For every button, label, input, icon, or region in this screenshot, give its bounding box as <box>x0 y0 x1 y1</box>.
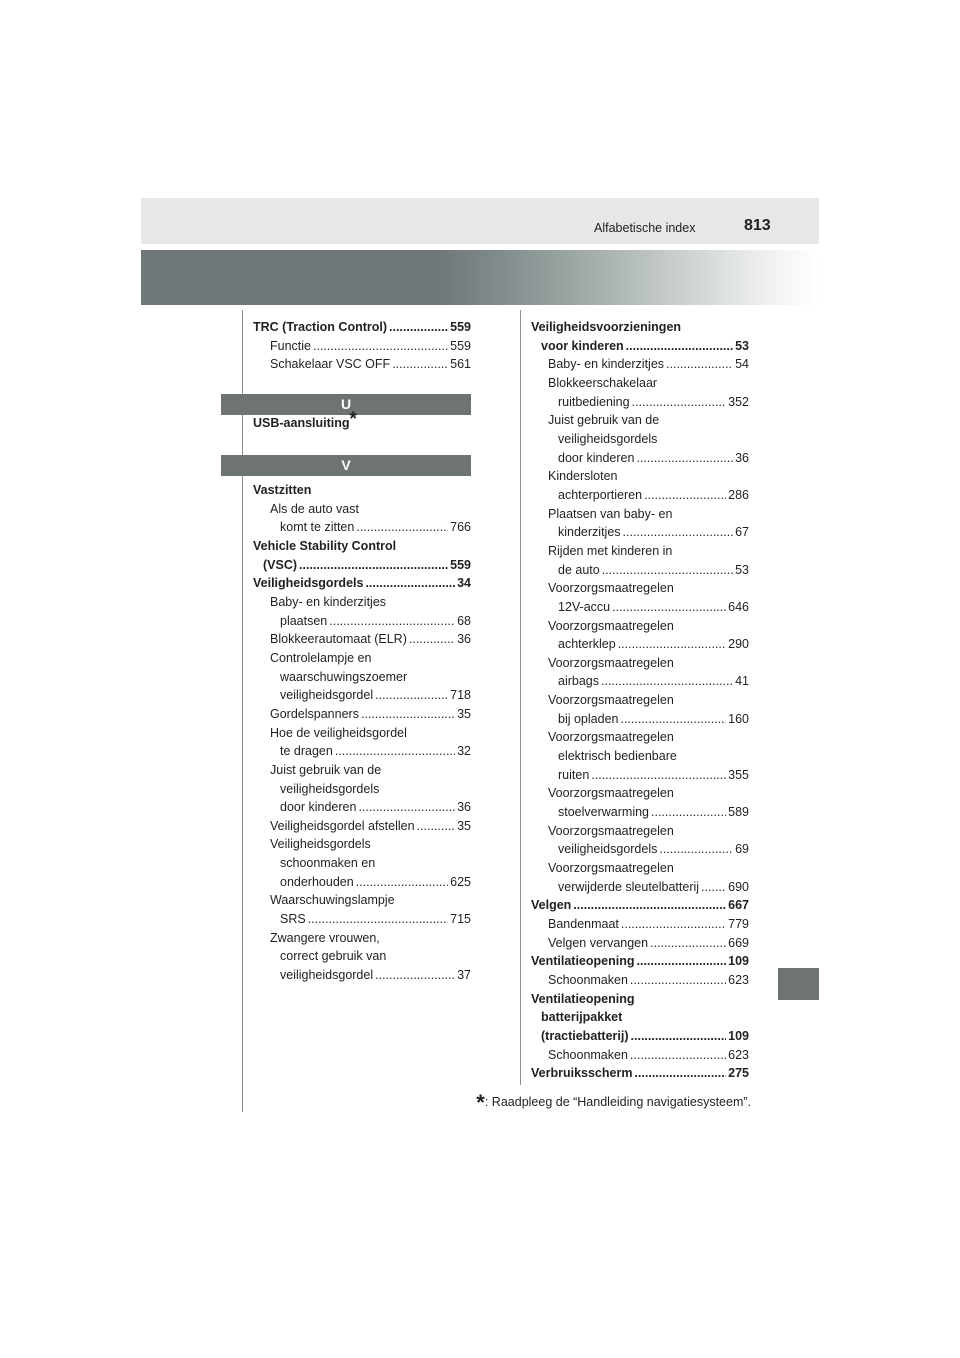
entry-page-number: 109 <box>728 954 749 969</box>
entry-text: (VSC) <box>263 557 298 572</box>
dot-leader <box>620 710 726 729</box>
dot-leader <box>356 518 448 537</box>
entry-page-number: 36 <box>457 632 471 647</box>
entry-page-number: 53 <box>735 338 749 353</box>
entry-page-number: 41 <box>735 674 749 689</box>
index-entry <box>531 617 749 654</box>
header-title: Alfabetische index <box>594 221 696 235</box>
entry-text: veiligheidsgordels <box>558 431 658 446</box>
entry-page-number: 53 <box>735 562 749 577</box>
entry-page-number: 559 <box>450 557 471 572</box>
index-entry <box>253 761 471 817</box>
index-entry <box>253 574 471 593</box>
dot-leader <box>361 705 455 724</box>
dot-leader <box>313 337 448 356</box>
entry-page-number: 667 <box>728 898 749 913</box>
dot-leader <box>591 766 726 785</box>
entry-text: Plaatsen van baby- en <box>548 506 673 521</box>
entry-text: Velgen <box>531 898 572 913</box>
entry-text: de auto <box>558 562 600 577</box>
entry-text: te dragen <box>280 744 333 759</box>
entry-text: door kinderen <box>280 800 357 815</box>
dot-leader <box>375 966 455 985</box>
dot-leader <box>358 798 455 817</box>
entry-text: Juist gebruik van de <box>548 413 660 428</box>
entry-page-number: 623 <box>728 972 749 987</box>
dot-leader <box>630 1046 726 1065</box>
index-column-2 <box>531 318 749 1083</box>
entry-text: Veiligheidsgordel afstellen <box>270 818 415 833</box>
entry-text: Voorzorgsmaatregelen <box>548 786 674 801</box>
entry-text: Baby- en kinderzitjes <box>548 357 665 372</box>
index-entry <box>253 705 471 724</box>
dot-leader <box>299 556 448 575</box>
entry-text: voor kinderen <box>541 338 624 353</box>
entry-text: Voorzorgsmaatregelen <box>548 581 674 596</box>
entry-text: correct gebruik van <box>280 949 387 964</box>
entry-text: airbags <box>558 674 599 689</box>
entry-text: Waarschuwingslampje <box>270 893 395 908</box>
index-entry <box>531 318 749 355</box>
dot-leader <box>644 486 726 505</box>
entry-page-number: 275 <box>728 1066 749 1081</box>
entry-text: Blokkeerautomaat (ELR) <box>270 632 407 647</box>
index-entry <box>253 337 471 356</box>
entry-page-number: 109 <box>728 1028 749 1043</box>
index-entry <box>253 891 471 928</box>
dot-leader <box>356 873 448 892</box>
dot-leader <box>389 318 448 337</box>
entry-page-number: 559 <box>450 338 471 353</box>
entry-page-number: 352 <box>728 394 749 409</box>
dot-leader <box>365 574 455 593</box>
section-header-u: U <box>221 394 471 415</box>
dot-leader <box>632 393 727 412</box>
index-entry <box>531 355 749 374</box>
index-entry <box>253 481 471 500</box>
entry-text: achterklep <box>558 637 616 652</box>
entry-text: Voorzorgsmaatregelen <box>548 618 674 633</box>
entry-text: Als de auto vast <box>270 501 359 516</box>
entry-text: door kinderen <box>558 450 635 465</box>
dot-leader <box>636 449 733 468</box>
index-entry <box>253 537 471 574</box>
column-divider-left <box>242 310 243 1112</box>
dot-leader <box>417 817 456 836</box>
entry-page-number: 36 <box>457 800 471 815</box>
entry-text: veiligheidsgordels <box>558 842 658 857</box>
index-entry <box>531 728 749 784</box>
entry-page-number: 669 <box>728 935 749 950</box>
dot-leader <box>659 840 733 859</box>
entry-text: 12V-accu <box>558 599 611 614</box>
dot-leader <box>375 686 448 705</box>
entry-text: USB-aansluiting <box>253 416 350 430</box>
entry-text: achterportieren <box>558 487 643 502</box>
entry-page-number: 286 <box>728 487 749 502</box>
dot-leader <box>634 1064 726 1083</box>
entry-text: Voorzorgsmaatregelen <box>548 730 674 745</box>
entry-text: veiligheidsgordel <box>280 688 374 703</box>
entry-text: Blokkeerschakelaar <box>548 375 658 390</box>
entry-text: Vehicle Stability Control <box>253 538 397 553</box>
entry-text: Vastzitten <box>253 483 312 497</box>
index-entry <box>531 952 749 971</box>
dot-leader <box>329 612 455 631</box>
index-entry <box>531 411 749 467</box>
index-entry <box>253 724 471 761</box>
entry-text: onderhouden <box>280 874 354 889</box>
column-divider-middle <box>520 310 521 1085</box>
dot-leader <box>602 561 733 580</box>
index-entry-usb <box>253 409 357 430</box>
entry-text: Voorzorgsmaatregelen <box>548 861 674 876</box>
footnote-marker: * <box>349 409 357 430</box>
entry-page-number: 715 <box>450 912 471 927</box>
index-entry <box>531 467 749 504</box>
entry-page-number: 68 <box>457 613 471 628</box>
entry-text: Voorzorgsmaatregelen <box>548 823 674 838</box>
entry-page-number: 718 <box>450 688 471 703</box>
entry-text: bij opladen <box>558 711 619 726</box>
chapter-tab <box>778 968 819 1000</box>
footnote-text: : Raadpleeg de “Handleiding navigatiesysteem”. <box>484 1095 751 1109</box>
entry-text: Veiligheidsvoorzieningen <box>531 320 682 334</box>
entry-text: SRS <box>280 912 306 927</box>
footnote <box>451 1086 751 1115</box>
index-entry <box>531 990 749 1046</box>
dot-leader <box>637 952 727 971</box>
index-entry <box>531 784 749 821</box>
entry-text: Velgen vervangen <box>548 935 649 950</box>
index-entry <box>531 896 749 915</box>
entry-text: elektrisch bedienbare <box>558 749 677 764</box>
entry-text: Veiligheidsgordels <box>253 576 364 591</box>
dot-leader <box>621 915 726 934</box>
index-entry <box>531 654 749 691</box>
dot-leader <box>612 598 726 617</box>
entry-page-number: 34 <box>457 576 471 591</box>
entry-page-number: 36 <box>735 450 749 465</box>
entry-text: stoelverwarming <box>558 805 650 820</box>
entry-text: Hoe de veiligheidsgordel <box>270 725 407 740</box>
footnote-marker: * <box>476 1090 485 1115</box>
entry-text: TRC (Traction Control) <box>253 320 388 334</box>
index-entry <box>531 971 749 990</box>
index-entry <box>253 649 471 705</box>
header-band <box>141 250 819 305</box>
index-entry <box>531 915 749 934</box>
entry-page-number: 35 <box>457 706 471 721</box>
index-entry <box>531 691 749 728</box>
entry-text: kinderzitjes <box>558 525 621 540</box>
dot-leader <box>631 1027 727 1046</box>
entry-page-number: 290 <box>728 637 749 652</box>
entry-text: Schoonmaken <box>548 972 628 987</box>
entry-text: veiligheidsgordels <box>280 781 380 796</box>
entry-page-number: 623 <box>728 1047 749 1062</box>
dot-leader <box>666 355 733 374</box>
entry-text: Zwangere vrouwen, <box>270 930 380 945</box>
entry-text: Gordelspanners <box>270 706 359 721</box>
dot-leader <box>392 355 448 374</box>
dot-leader <box>651 803 726 822</box>
entry-page-number: 37 <box>457 968 471 983</box>
entry-text: Schakelaar VSC OFF <box>270 357 391 372</box>
entry-text: schoonmaken en <box>280 856 376 871</box>
entry-text: Ventilatieopening <box>531 991 635 1006</box>
dot-leader <box>335 742 455 761</box>
entry-text: batterijpakket <box>541 1010 623 1025</box>
index-entry <box>531 579 749 616</box>
entry-page-number: 32 <box>457 744 471 759</box>
index-entry <box>253 817 471 836</box>
entry-page-number: 589 <box>728 805 749 820</box>
dot-leader <box>618 635 726 654</box>
entry-page-number: 355 <box>728 767 749 782</box>
entry-text: Baby- en kinderzitjes <box>270 594 387 609</box>
index-entry <box>531 859 749 896</box>
entry-page-number: 766 <box>450 520 471 535</box>
dot-leader <box>573 896 726 915</box>
entry-text: waarschuwingszoemer <box>280 669 408 684</box>
entry-page-number: 561 <box>450 357 471 372</box>
entry-page-number: 35 <box>457 818 471 833</box>
dot-leader <box>630 971 726 990</box>
entry-text: verwijderde sleutelbatterij <box>558 879 700 894</box>
index-entry <box>253 500 471 537</box>
entry-text: Schoonmaken <box>548 1047 628 1062</box>
entry-text: Voorzorgsmaatregelen <box>548 693 674 708</box>
entry-text: Ventilatieopening <box>531 954 635 969</box>
entry-text: Veiligheidsgordels <box>270 837 371 852</box>
entry-page-number: 646 <box>728 599 749 614</box>
index-entry <box>531 934 749 953</box>
entry-page-number: 559 <box>450 320 471 334</box>
entry-page-number: 67 <box>735 525 749 540</box>
index-entry <box>531 542 749 579</box>
dot-leader <box>409 630 455 649</box>
dot-leader <box>650 934 726 953</box>
entry-text: Bandenmaat <box>548 917 619 931</box>
entry-text: (tractiebatterij) <box>541 1028 629 1043</box>
index-entry <box>531 1046 749 1065</box>
dot-leader <box>623 523 734 542</box>
entry-page-number: 690 <box>728 879 749 894</box>
index-entry <box>531 1064 749 1083</box>
index-column-1-top <box>253 318 471 374</box>
index-entry <box>253 630 471 649</box>
entry-text: Verbruiksscherm <box>531 1066 633 1081</box>
entry-text: veiligheidsgordel <box>280 968 374 983</box>
index-entry <box>253 355 471 374</box>
index-column-1-v <box>253 481 471 985</box>
entry-page-number: 69 <box>735 842 749 857</box>
entry-text: Juist gebruik van de <box>270 762 382 777</box>
dot-leader <box>626 337 733 356</box>
dot-leader <box>701 878 726 897</box>
index-entry <box>531 505 749 542</box>
entry-text: ruiten <box>558 767 590 782</box>
dot-leader <box>601 672 733 691</box>
entry-page-number: 625 <box>450 874 471 889</box>
page-header <box>141 198 819 244</box>
entry-text: Voorzorgsmaatregelen <box>548 655 674 670</box>
entry-text: plaatsen <box>280 613 328 628</box>
entry-page-number: 160 <box>728 711 749 726</box>
index-entry <box>531 822 749 859</box>
entry-page-number: 54 <box>735 357 749 372</box>
index-entry <box>253 593 471 630</box>
entry-text: Rijden met kinderen in <box>548 543 673 558</box>
index-entry <box>253 929 471 985</box>
section-header-v: V <box>221 455 471 476</box>
index-entry <box>253 835 471 891</box>
dot-leader <box>308 910 448 929</box>
entry-text: Kindersloten <box>548 469 618 484</box>
entry-text: ruitbediening <box>558 394 630 409</box>
entry-page-number: 779 <box>728 917 749 931</box>
entry-text: Controlelampje en <box>270 650 372 665</box>
index-entry <box>253 318 471 337</box>
page-number: 813 <box>744 217 771 234</box>
entry-text: Functie <box>270 338 311 353</box>
entry-text: komt te zitten <box>280 520 355 535</box>
index-entry <box>531 374 749 411</box>
